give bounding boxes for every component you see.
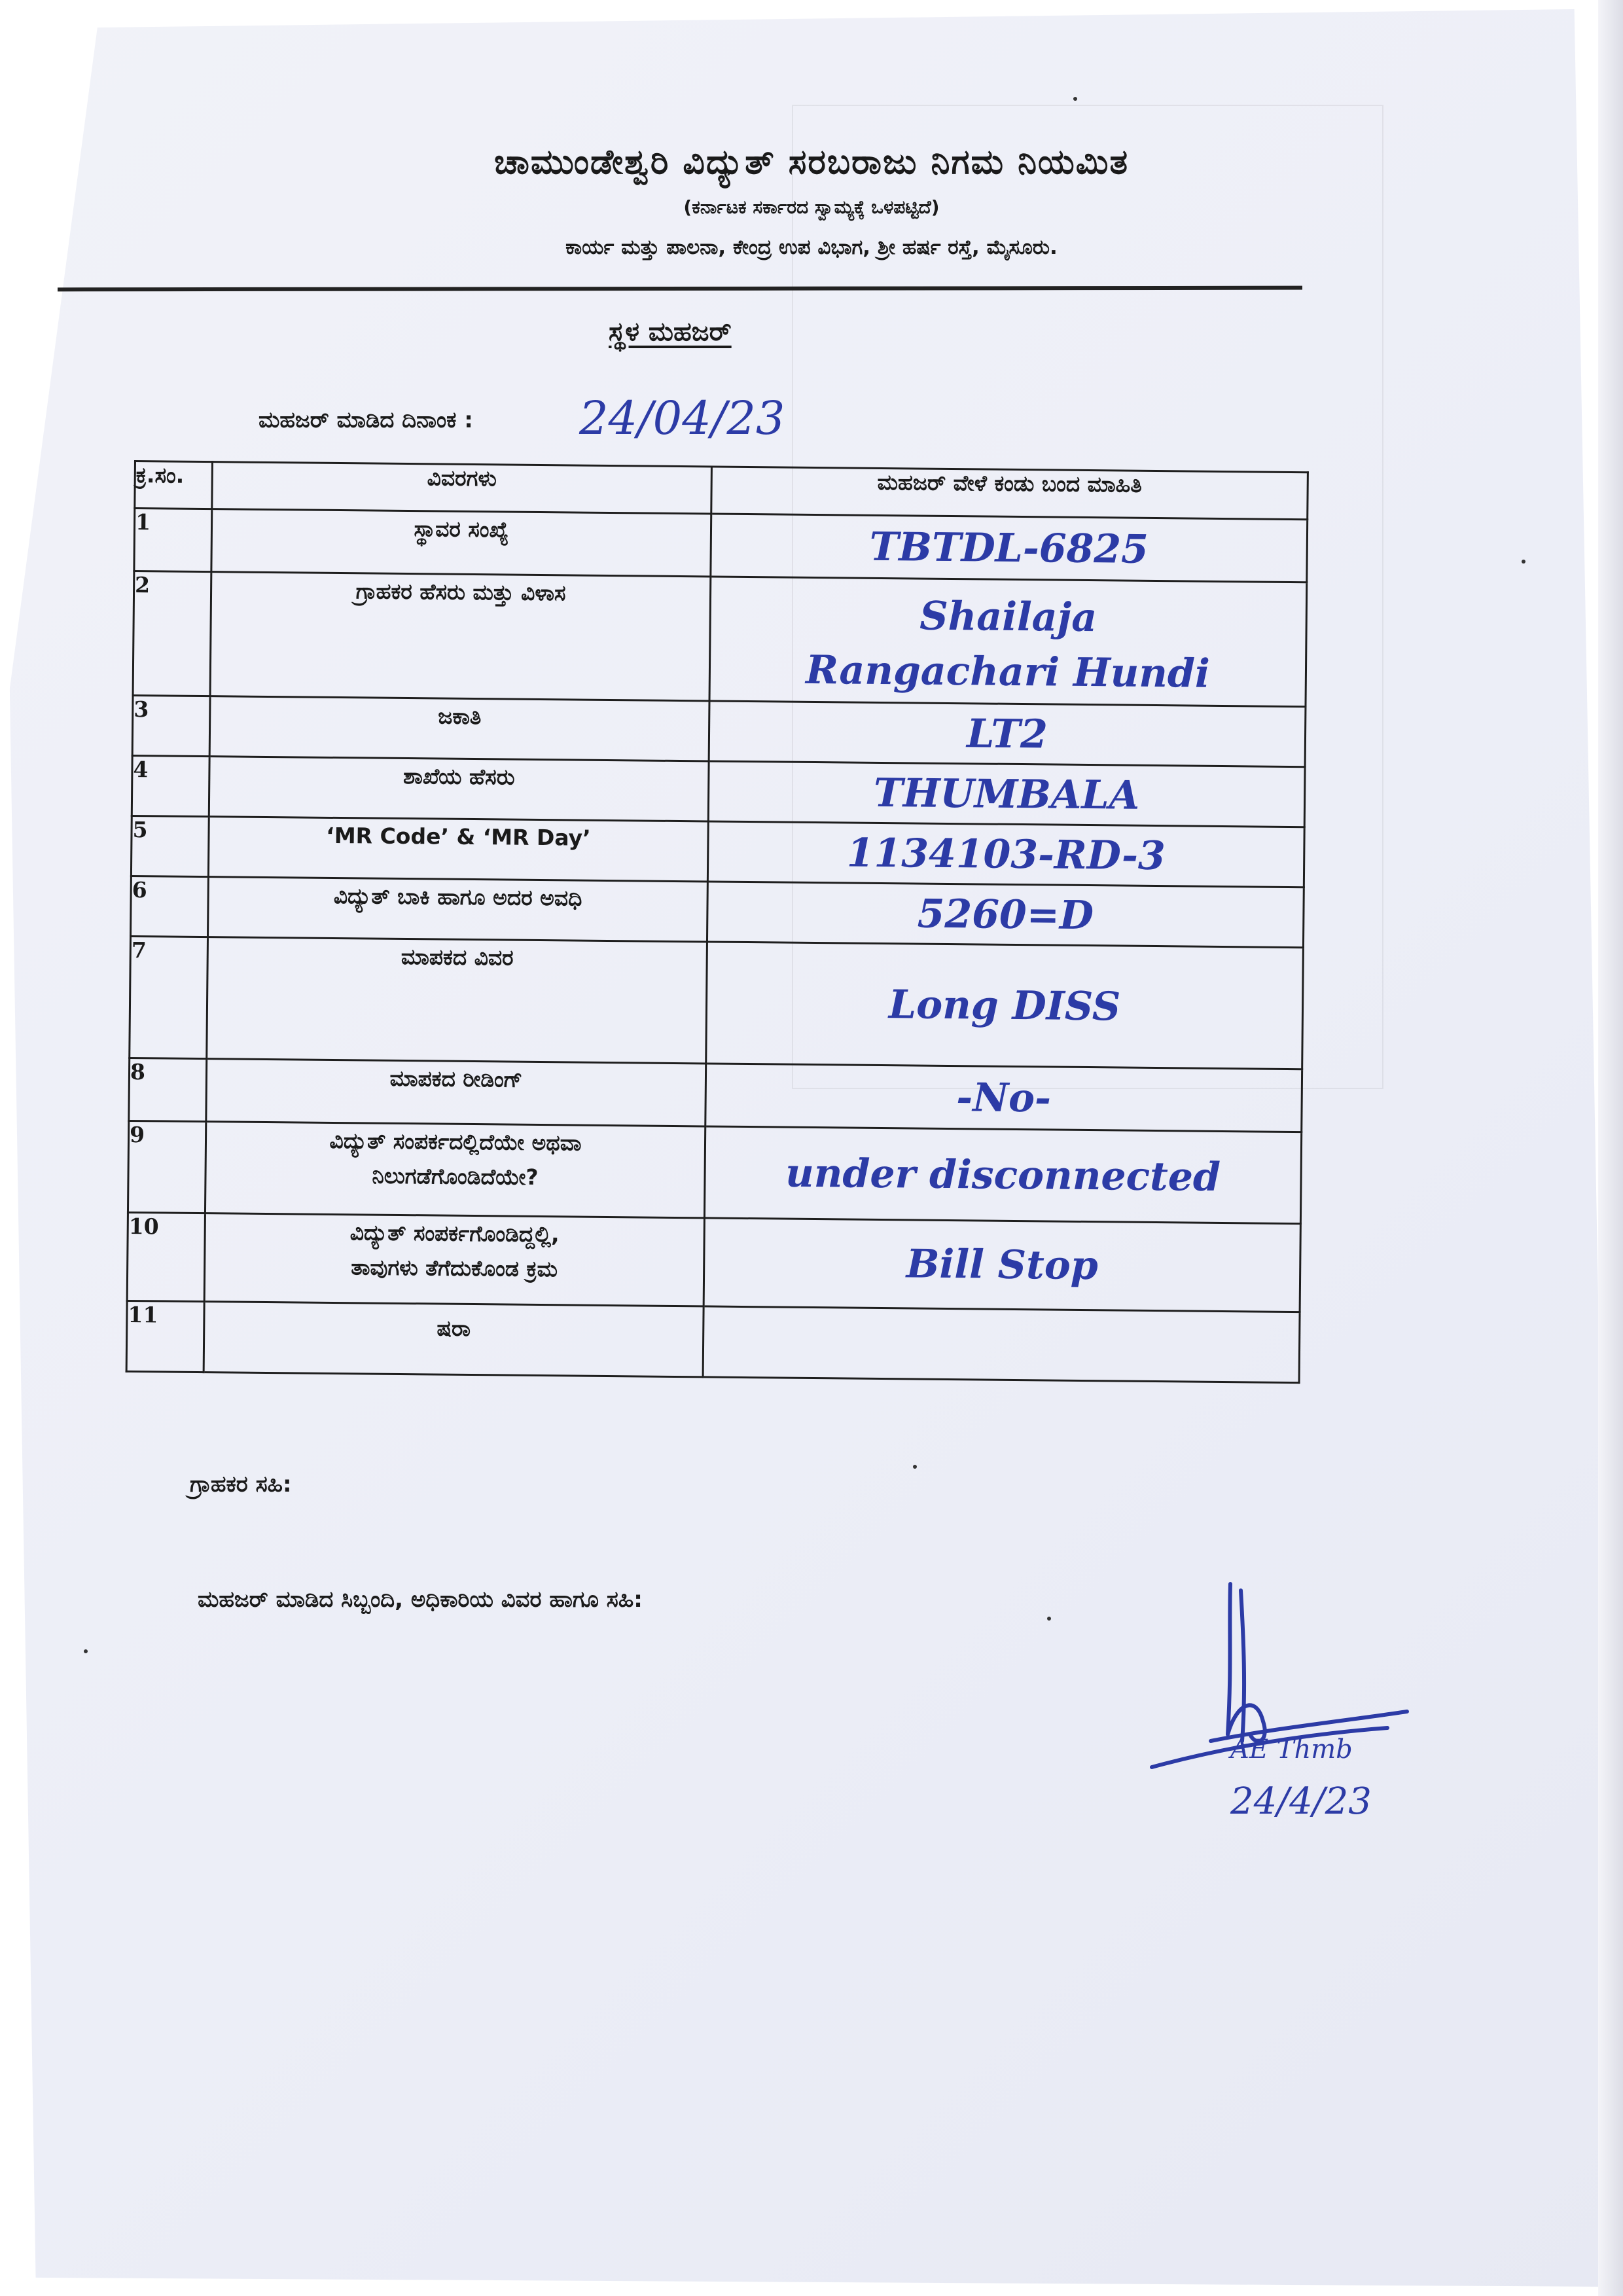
table-row [132,695,1306,766]
table-row [131,816,1304,887]
table-row [130,936,1304,1069]
row-value: -No- [956,1074,1052,1121]
row-number: 7 [130,936,208,1058]
row-number: 9 [128,1121,205,1213]
row-number: 11 [126,1300,204,1372]
row-value-line2: Rangachari Hundi [805,647,1211,698]
row-value: Long DISS [888,981,1121,1030]
row-number: 3 [132,695,210,756]
row-value: LT2 [966,710,1048,757]
mahajar-table [126,460,1309,1384]
row-number: 1 [134,509,212,572]
table-row [128,1121,1301,1223]
row-value-cell [704,1218,1300,1312]
row-label: ಜಕಾತಿ [209,696,709,761]
row-value: Shailaja [919,593,1097,641]
organization-address: ಕಾರ್ಯ ಮತ್ತು ಪಾಲನಾ, ಕೇಂದ್ರ ಉಪ ವಿಭಾಗ, ಶ್ರೀ ಹರ್ಷ ರಸ್ತೆ, ಮೈಸೂರು. [565,236,1058,259]
scan-speck [1073,97,1077,101]
row-label: ಮಾಪಕದ ವಿವರ [207,937,707,1064]
row-label-cell [205,1122,705,1218]
row-number: 2 [133,571,211,696]
officer-name: AE Thmb [1230,1734,1353,1765]
table-row [133,571,1307,707]
row-value-cell [709,577,1307,707]
table-row [134,509,1308,583]
staff-signature-label: ಮಹಜರ್ ಮಾಡಿದ ಸಿಬ್ಬಂದಿ, ಅಧಿಕಾರಿಯ ವಿವರ ಹಾಗೂ ಸಹಿ: [198,1587,643,1613]
row-value-cell [709,701,1306,767]
row-number: 8 [129,1058,207,1121]
row-label-cell [204,1213,704,1306]
row-value [704,1342,1298,1348]
row-label: ವಿದ್ಯುತ್ ಸಂಪರ್ಕಗೊಂಡಿದ್ದಲ್ಲಿ, [349,1219,560,1247]
row-value-cell [705,1064,1302,1132]
row-value-cell [707,882,1304,948]
row-number: 5 [131,816,209,876]
row-value-cell [704,1126,1301,1224]
row-label: ಷರಾ [204,1302,704,1377]
row-value: Bill Stop [906,1241,1099,1289]
date-label: ಮಹಜರ್ ಮಾಡಿದ ದಿನಾಂಕ : [259,407,473,433]
document-title: ಸ್ಥಳ ಮಹಜರ್ [609,317,732,347]
organization-subtitle: (ಕರ್ನಾಟಕ ಸರ್ಕಾರದ ಸ್ವಾಮ್ಯಕ್ಕೆ ಒಳಪಟ್ಟಿದೆ) [683,196,940,218]
col-header-findings: ಮಹಜರ್ ವೇಳೆ ಕಂಡು ಬಂದ ಮಾಹಿತಿ [711,467,1308,520]
officer-date: 24/4/23 [1230,1780,1372,1823]
col-header-serial: ಕ್ರ.ಸಂ. [135,461,213,509]
page-edge [1598,0,1623,2296]
row-label: ಮಾಪಕದ ರೀಡಿಂಗ್ [206,1059,706,1126]
row-number: 4 [132,755,209,816]
row-label: ಸ್ಥಾವರ ಸಂಖ್ಯೆ [211,509,711,577]
row-label-line2: ನಿಲುಗಡೆಗೊಂಡಿದೆಯೇ? [372,1162,539,1190]
row-value: THUMBALA [873,770,1140,819]
row-value-cell [706,942,1304,1069]
row-value: TBTDL-6825 [869,524,1149,573]
scan-speck [84,1649,88,1653]
row-label: ಶಾಖೆಯ ಹೆಸರು [209,757,709,821]
row-number: 6 [131,876,209,937]
table-row [129,1058,1302,1132]
table-row [132,755,1305,827]
table-row [131,876,1304,947]
row-value: 1134103-RD-3 [846,829,1166,879]
row-label: ‘MR Code’ & ‘MR Day’ [208,817,708,882]
row-label: ಗ್ರಾಹಕರ ಹೆಸರು ಮತ್ತು ವಿಳಾಸ [210,572,711,701]
row-label-line2: ತಾವುಗಳು ತೆಗೆದುಕೊಂಡ ಕ್ರಮ [351,1254,558,1282]
row-value: under disconnected [785,1150,1221,1200]
organization-name: ಚಾಮುಂಡೇಶ್ವರಿ ವಿದ್ಯುತ್ ಸರಬರಾಜು ನಿಗಮ ನಿಯಮಿತ [493,143,1130,182]
scan-speck [1047,1617,1051,1621]
customer-signature-label: ಗ್ರಾಹಕರ ಸಹಿ: [190,1471,292,1498]
table-row [126,1300,1300,1382]
table-row [127,1212,1300,1312]
row-value-cell [703,1306,1300,1383]
row-value-cell [707,821,1304,888]
scan-speck [913,1465,917,1469]
row-value: 5260=D [917,891,1094,939]
col-header-details: ವಿವರಗಳು [212,462,712,514]
row-label: ವಿದ್ಯುತ್ ಬಾಕಿ ಹಾಗೂ ಅದರ ಅವಧಿ [208,877,708,942]
row-number: 10 [127,1212,205,1301]
date-value: 24/04/23 [579,391,785,445]
scan-speck [1522,560,1525,564]
row-value-cell [708,761,1305,827]
row-label: ವಿದ್ಯುತ್ ಸಂಪರ್ಕದಲ್ಲಿದೆಯೇ ಅಥವಾ [329,1127,582,1156]
row-value-cell [711,514,1308,583]
